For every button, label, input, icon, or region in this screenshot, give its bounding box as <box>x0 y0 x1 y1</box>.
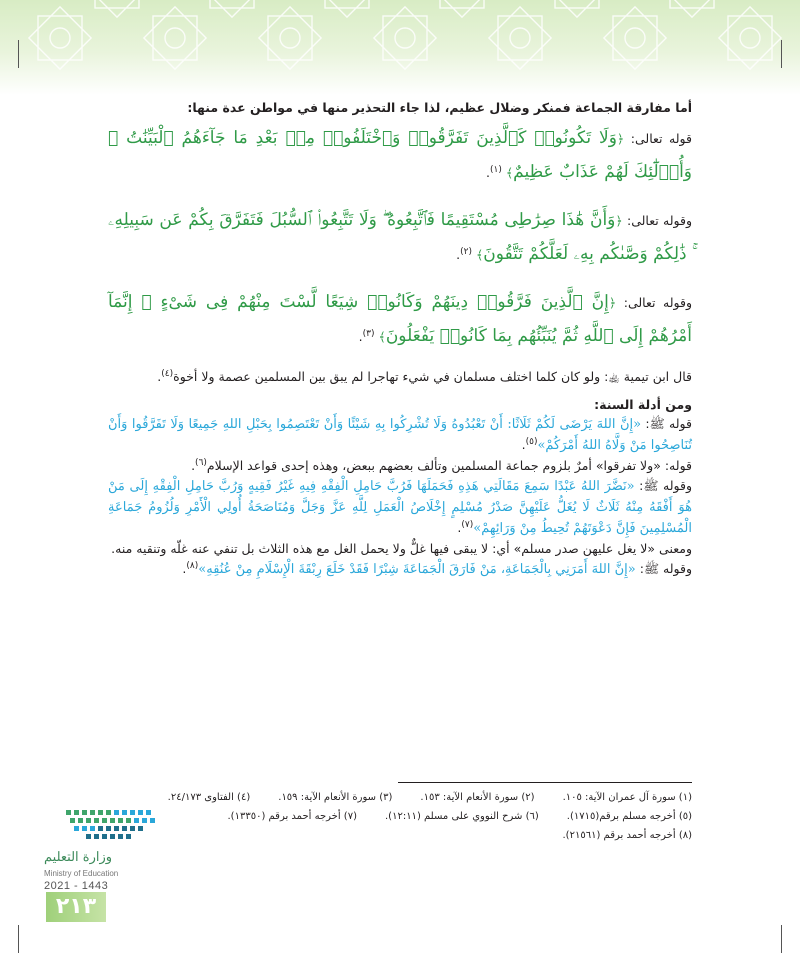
ayah-lead: وقوله تعالى: <box>626 213 692 229</box>
ibn-taymiyyah-quote: قال ابن تيمية ﵀: ولو كان كلما اختلف مسلمان في شيء تهاجرا لم يبق بين المسلمين عصمة ولا أخوة$^{(٤)}$. <box>157 369 692 385</box>
hadith-text: «إِنَّ اللهَ أَمَرَنِي بِالْجَمَاعَةِ، مَنْ فَارَقَ الْجَمَاعَةَ شِبْرًا فَقَدْ خَلَعَ رِبْقَةَ الْإِسْلَامِ مِنْ عُنُقِهِ» <box>198 561 636 577</box>
decorative-banner <box>0 0 800 95</box>
hadith-lead: قوله ﷺ: <box>645 416 692 432</box>
hadith-3: وقوله ﷺ: «إِنَّ اللهَ أَمَرَنِي بِالْجَمَاعَةِ، مَنْ فَارَقَ الْجَمَاعَةَ شِبْرًا فَقَدْ خَلَعَ رِبْقَةَ الْإِسْلَامِ مِنْ عُنُقِهِ»$^{(٨)}$. <box>182 560 692 577</box>
footnote-item: (٥) أخرجه مسلم برقم(١٧١٥). <box>566 811 692 822</box>
quran-text: إِنَّ ٱلَّذِينَ فَرَّقُوا۟ دِينَهُمْ وَكَانُوا۟ شِيَعًا لَّسْتَ مِنْهُمْ فِى شَىْءٍ ۚ إِنَّمَآ أَمْرُهُمْ إِلَى ٱللَّهِ ثُمَّ يُنَبِّئُهُم بِمَا كَانُوا۟ يَفْعَلُونَ <box>108 292 692 347</box>
footnote-ref: (٧) <box>461 519 474 530</box>
hadith-text: «إِنَّ اللهَ يَرْضَى لَكُمْ ثَلَاثًا: أَنْ تَعْبُدُوهُ وَلَا تُشْرِكُوا بِهِ شَيْئًا وَأَنْ تَعْتَصِمُوا بِحَبْلِ اللهِ جَمِيعًا وَلَا تَفَرَّقُوا وَأَنْ تُنَاصِحُوا مَنْ وَلَّاهُ اللهُ أَمْرَكُمْ» <box>108 417 692 454</box>
hadith-lead: وقوله ﷺ: <box>639 477 692 493</box>
footnote-item: (٣) سورة الأنعام الآية: ١٥٩. <box>278 792 393 803</box>
ministry-name-en: Ministry of Education <box>44 869 119 878</box>
crop-mark <box>781 925 782 953</box>
quran-text: وَأَنَّ هَٰذَا صِرَٰطِى مُسْتَقِيمًا فَٱتَّبِعُوهُ ۖ وَلَا تَتَّبِعُوا۟ ٱلسُّبُلَ فَتَفَرَّقَ بِكُمْ عَن سَبِيلِهِۦ ۚ ذَٰلِكُمْ وَصَّىٰكُم بِهِۦ لَعَلَّكُمْ تَتَّقُونَ <box>108 210 692 265</box>
crop-mark <box>18 925 19 953</box>
ministry-name-ar: وزارة التعليم <box>44 850 113 865</box>
quote-text: قال ابن تيمية ﵀: ولو كان كلما اختلف مسلمان في شيء تهاجرا لم يبق بين المسلمين عصمة ولا أخوة <box>173 369 692 385</box>
ministry-logo-icon <box>56 802 166 852</box>
commentary-1: قوله: «ولا تفرقوا» أمرٌ بلزوم جماعة المسلمين وتألف بعضهم ببعض، وهذه إحدى قواعد الإسلام$^{(٦)}$. <box>191 458 692 474</box>
hadith-lead: وقوله ﷺ: <box>639 560 692 576</box>
footnote-item: (٨) أخرجه أحمد برقم (٢١٥٦١). <box>562 830 692 841</box>
footnote-item: (١) سورة آل عمران الآية: ١٠٥. <box>562 792 692 803</box>
footnote-item: (٤) الفتاوى ٢٤/١٧٣. <box>167 792 251 803</box>
footnote-row <box>108 788 692 807</box>
footnote-ref: (٨) <box>186 560 199 571</box>
hadith-text: «نَضَّرَ اللهُ عَبْدًا سَمِعَ مَقَالَتِي هَذِهِ فَحَمَلَهَا فَرُبَّ حَامِلِ الْفِقْهِ فِيهِ غَيْرُ فَقِيهٍ وَرُبَّ حَامِلِ الْفِقْهِ إِلَى مَنْ هُوَ أَفْقَهُ مِنْهُ ثَلَاثٌ لَا يُغَلُّ عَلَيْهِنَّ صَدْرُ مُسْلِمٍ إِخْلَاصُ الْعَمَلِ لِلَّهِ عَزَّ وَجَلَّ وَمُنَاصَحَةُ أُولِي الْأَمْرِ وَلُزُومُ جَمَاعَةِ الْمُسْلِمِينَ فَإِنَّ دَعْوَتَهُمْ تُحِيطُ مِنْ وَرَائِهِمْ» <box>108 478 692 537</box>
footnote-item: (٧) أخرجه أحمد برقم (١٣٣٥٠). <box>227 811 357 822</box>
academic-years: 2021 - 1443 <box>44 880 109 892</box>
main-content <box>108 98 692 580</box>
intro-text: أما مفارقة الجماعة فمنكر وضلال عظيم، لذا جاء التحذير منها في مواطن عدة منها: <box>187 100 692 115</box>
ayah-lead: قوله تعالى: <box>630 131 692 147</box>
footnote-item: (٢) سورة الأنعام الآية: ١٥٣. <box>420 792 535 803</box>
footnote-ref: (٦) <box>195 458 207 469</box>
footnote-ref: (٥) <box>525 437 538 448</box>
ayah-2: وقوله تعالى: ﴿وَأَنَّ هَٰذَا صِرَٰطِى مُسْتَقِيمًا فَٱتَّبِعُوهُ ۖ وَلَا تَتَّبِعُوا۟ ٱلسُّبُلَ فَتَفَرَّقَ بِكُمْ عَن سَبِيلِهِۦ ۚ ذَٰلِكُمْ وَصَّىٰكُم بِهِۦ لَعَلَّكُمْ تَتَّقُونَ﴾ $^{(٢)}$. <box>108 210 692 265</box>
page-number: ٢١٣ <box>46 892 106 922</box>
hadith-2: وقوله ﷺ: «نَضَّرَ اللهُ عَبْدًا سَمِعَ مَقَالَتِي هَذِهِ فَحَمَلَهَا فَرُبَّ حَامِلِ الْفِقْهِ فِيهِ غَيْرُ فَقِيهٍ وَرُبَّ حَامِلِ الْفِقْهِ إِلَى مَنْ هُوَ أَفْقَهُ مِنْهُ ثَلَاثٌ لَا يُغَلُّ عَلَيْهِنَّ صَدْرُ مُسْلِمٍ إِخْلَاصُ الْعَمَلِ لِلَّهِ عَزَّ وَجَلَّ وَمُنَاصَحَةُ أُولِي الْأَمْرِ وَلُزُومُ جَمَاعَةِ الْمُسْلِمِينَ فَإِنَّ دَعْوَتَهُمْ تُحِيطُ مِنْ وَرَائِهِمْ»$^{(٧)}$. <box>108 477 692 537</box>
geometric-pattern <box>0 0 800 95</box>
footnote-ref: (٢) <box>460 247 472 258</box>
ayah-1: قوله تعالى: ﴿وَلَا تَكُونُوا۟ كَٱلَّذِينَ تَفَرَّقُوا۟ وَٱخْتَلَفُوا۟ مِنۢ بَعْدِ مَا جَآءَهُمُ ٱلْبَيِّنَٰتُ ۚ وَأُو۟لَٰٓئِكَ لَهُمْ عَذَابٌ عَظِيمٌ﴾ $^{(١)}$. <box>108 128 692 183</box>
ayah-3: وقوله تعالى: ﴿إِنَّ ٱلَّذِينَ فَرَّقُوا۟ دِينَهُمْ وَكَانُوا۟ شِيَعًا لَّسْتَ مِنْهُمْ فِى شَىْءٍ ۚ إِنَّمَآ أَمْرُهُمْ إِلَى ٱللَّهِ ثُمَّ يُنَبِّئُهُم بِمَا كَانُوا۟ يَفْعَلُونَ﴾ $^{(٣)}$. <box>108 292 692 347</box>
footnote-ref: (٣) <box>362 329 375 340</box>
footnote-ref: (٤) <box>161 369 174 380</box>
footnote-ref: (١) <box>489 165 502 176</box>
footnote-row <box>108 807 692 826</box>
footnote-row <box>108 826 692 845</box>
commentary-text: قوله: «ولا تفرقوا» أمرٌ بلزوم جماعة المسلمين وتألف بعضهم ببعض، وهذه إحدى قواعد الإسلام <box>206 458 692 474</box>
sunnah-heading: ومن أدلة السنة: <box>594 396 692 412</box>
commentary-2: ومعنى «لا يغل عليهن صدر مسلم» أي: لا يبقى فيها غلٌّ ولا يحمل الغل مع هذه الثلاث بل تنفي عنه غلّه وتنقيه منه. <box>111 541 692 557</box>
footnote-item: (٦) شرح النووي على مسلم (١٢:١١). <box>384 811 539 822</box>
crop-mark <box>18 40 19 68</box>
footnote-divider <box>398 782 692 783</box>
crop-mark <box>781 40 782 68</box>
quran-text: وَلَا تَكُونُوا۟ كَٱلَّذِينَ تَفَرَّقُوا۟ وَٱخْتَلَفُوا۟ مِنۢ بَعْدِ مَا جَآءَهُمُ ٱلْبَيِّنَٰتُ ۚ وَأُو۟لَٰٓئِكَ لَهُمْ عَذَابٌ عَظِيمٌ <box>108 128 692 183</box>
hadith-1: قوله ﷺ: «إِنَّ اللهَ يَرْضَى لَكُمْ ثَلَاثًا: أَنْ تَعْبُدُوهُ وَلَا تُشْرِكُوا بِهِ شَيْئًا وَأَنْ تَعْتَصِمُوا بِحَبْلِ اللهِ جَمِيعًا وَلَا تَفَرَّقُوا وَأَنْ تُنَاصِحُوا مَنْ وَلَّاهُ اللهُ أَمْرَكُمْ»$^{(٥)}$. <box>108 416 692 454</box>
ayah-lead: وقوله تعالى: <box>623 295 692 311</box>
footnotes <box>108 788 692 845</box>
